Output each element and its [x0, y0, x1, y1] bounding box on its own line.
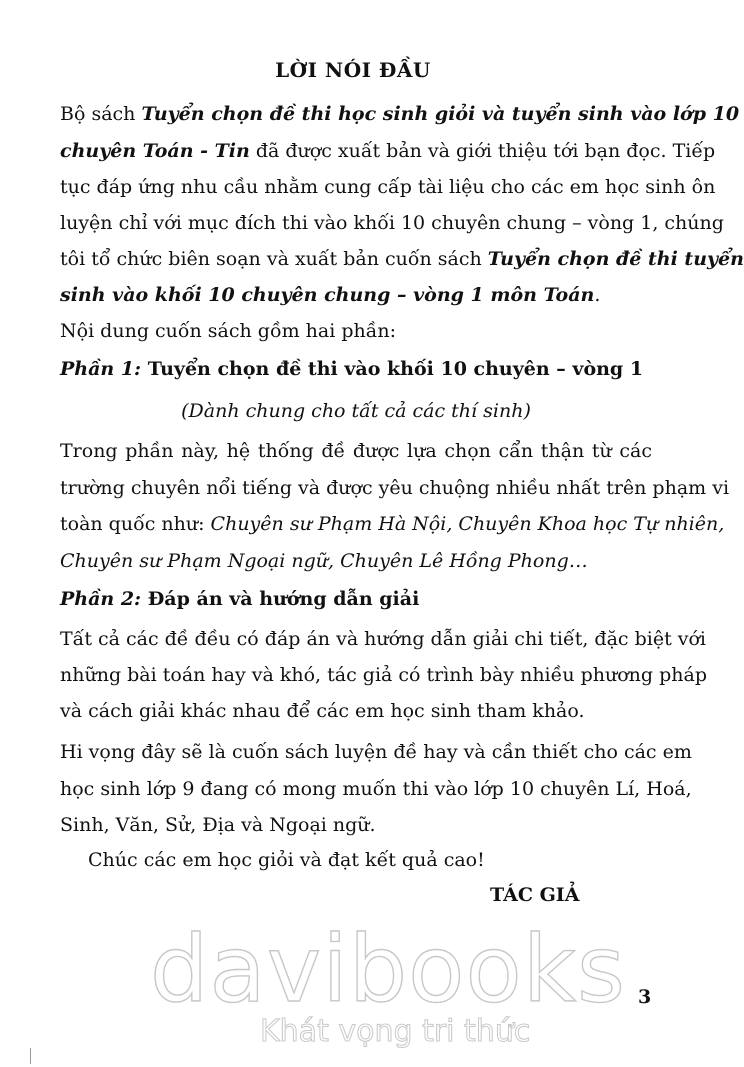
closing-line-3: Sinh, Văn, Sử, Địa và Ngoại ngữ.: [60, 814, 376, 836]
author-signature: TÁC GIẢ: [490, 884, 580, 906]
part2-line-3: và cách giải khác nhau để các em học sinh tham khảo.: [60, 700, 585, 722]
part2-line-2: những bài toán hay và khó, tác giả có trình bày nhiều phương pháp: [60, 664, 708, 686]
contents-intro: Nội dung cuốn sách gồm hai phần:: [60, 320, 396, 342]
closing-line-2: học sinh lớp 9 đang có mong muốn thi vào lớp 10 chuyên Lí, Hoá,: [60, 778, 692, 800]
closing-line-1: Hi vọng đây sẽ là cuốn sách luyện đề hay và cần thiết cho các em: [60, 741, 692, 763]
watermark-slogan: Khát vọng tri thức: [260, 1014, 531, 1049]
part2-heading: [60, 584, 652, 614]
part1-title: Tuyển chọn đề thi vào khối 10 chuyên – vòng 1: [141, 358, 644, 380]
intro-text: tôi tổ chức biên soạn và xuất bản cuốn sách: [60, 248, 488, 270]
book-title-ref: Tuyển chọn đề thi học sinh giỏi và tuyển sinh vào lớp 10: [141, 103, 740, 125]
part1-note: (Dành chung cho tất cả các thí sinh): [181, 400, 531, 422]
intro-text: .: [594, 284, 601, 306]
intro-line-5: [60, 244, 744, 274]
intro-line-6: [60, 280, 652, 310]
book-name-ref: Tuyển chọn đề thi tuyển: [487, 248, 744, 270]
intro-line-4: luyện chỉ với mục đích thi vào khối 10 chuyên chung – vòng 1, chúng: [60, 212, 724, 234]
intro-text: đã được xuất bản và giới thiệu tới bạn đọc. Tiếp: [249, 140, 716, 162]
part1-line-2: trường chuyên nổi tiếng và được yêu chuộng nhiều nhất trên phạm vi: [60, 477, 730, 499]
part1-line-3: [60, 509, 725, 539]
watermark-brand: davibooks: [150, 916, 626, 1023]
book-name-ref-cont: sinh vào khối 10 chuyên chung – vòng 1 môn Toán: [60, 284, 595, 306]
part1-line-1: [60, 436, 652, 466]
intro-line-1: [60, 99, 740, 129]
part1-heading: [60, 354, 652, 384]
school-list: Chuyên sư Phạm Hà Nội, Chuyên Khoa học Tự nhiên,: [210, 513, 725, 535]
part2-title: Đáp án và hướng dẫn giải: [141, 588, 420, 610]
part2-label: Phần 2:: [60, 588, 142, 610]
page-title: LỜI NÓI ĐẦU: [275, 58, 431, 82]
page-number: 3: [638, 986, 652, 1008]
intro-line-2: [60, 136, 716, 166]
part1-label: Phần 1:: [60, 358, 142, 380]
watermark: [150, 916, 626, 1060]
intro-line-3: tục đáp ứng nhu cầu nhằm cung cấp tài liệu cho các em học sinh ôn: [60, 176, 716, 198]
closing-wish: Chúc các em học giỏi và đạt kết quả cao!: [88, 849, 485, 871]
intro-text: Bộ sách: [60, 103, 142, 125]
part1-text: toàn quốc như:: [60, 513, 211, 535]
part1-line-4: Chuyên sư Phạm Ngoại ngữ, Chuyên Lê Hồng Phong…: [60, 550, 588, 572]
part1-text: Trong phần này, hệ thống đề được lựa chọn cẩn thận từ các: [60, 440, 652, 462]
scan-edge-mark: [30, 1048, 31, 1064]
part2-line-1: Tất cả các đề đều có đáp án và hướng dẫn giải chi tiết, đặc biệt với: [60, 628, 706, 650]
series-ref: chuyên Toán - Tin: [60, 140, 250, 162]
